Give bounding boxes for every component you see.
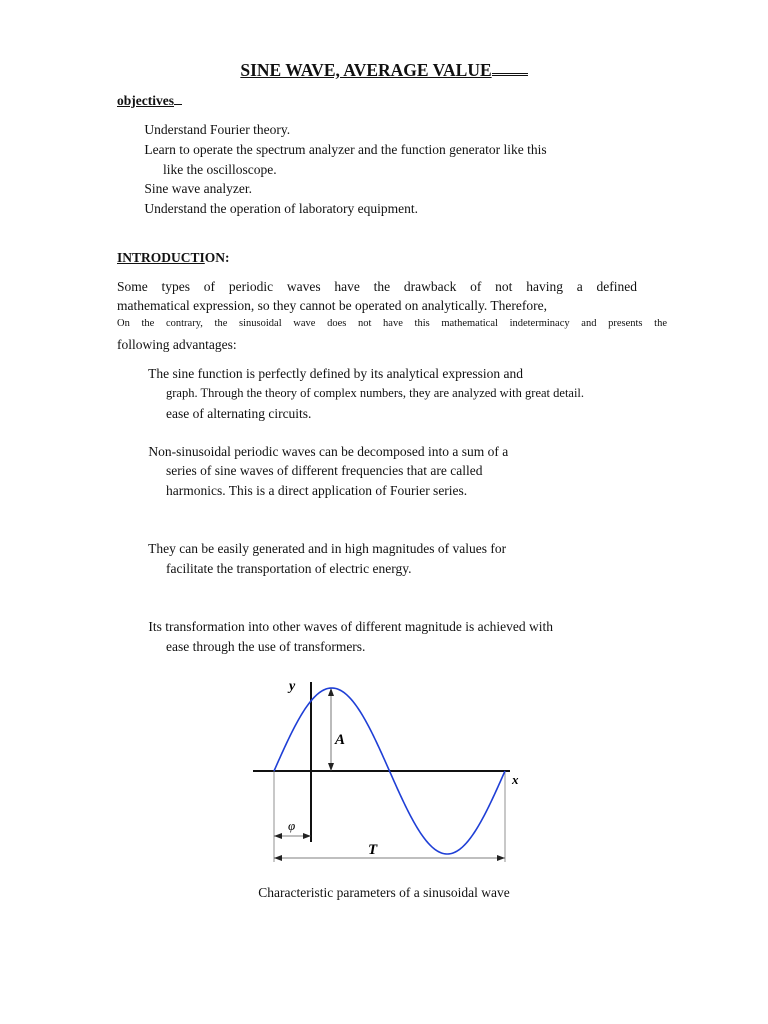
advantage-text: The sine function is perfectly defined by its analytical expression and — [148, 366, 524, 381]
objectives-heading-text: objectives — [117, 93, 174, 108]
advantage-continuation: ease through the use of transformers. — [166, 639, 366, 654]
objective-text: Learn to operate the spectrum analyzer and the function generator like this — [144, 142, 547, 157]
advantage-continuation: facilitate the transportation of electric energy. — [166, 561, 412, 576]
intro-paragraph-line: following advantages: — [117, 337, 237, 352]
period-label: T — [368, 842, 378, 858]
intro-paragraph-line: Some types of periodic waves have the drawback of not having a defined — [117, 279, 637, 294]
advantage-continuation: graph. Through the theory of complex numbers, they are analyzed with great detail. — [166, 386, 585, 400]
figure-caption: Characteristic parameters of a sinusoidal wave — [258, 885, 510, 900]
objective-text: Understand the operation of laboratory equipment. — [144, 201, 419, 216]
intro-paragraph-line: mathematical expression, so they cannot be operated on analytically. Therefore, — [117, 298, 547, 313]
objective-continuation: like the oscilloscope. — [163, 162, 277, 177]
advantage-continuation: harmonics. This is a direct application of Fourier series. — [166, 483, 468, 498]
introduction-heading-underlined: INTRODUCTI — [117, 250, 205, 265]
advantage-text: Its transformation into other waves of different magnitude is achieved with — [148, 619, 554, 634]
intro-paragraph-line: On the contrary, the sinusoidal wave does not have this mathematical indeterminacy and presents the — [117, 318, 667, 329]
advantage-continuation: series of sine waves of different frequencies that are called — [166, 463, 483, 478]
objective-text: Sine wave analyzer. — [144, 181, 252, 196]
page-title-text: SINE WAVE, AVERAGE VALUE — [240, 60, 492, 80]
advantage-continuation: ease of alternating circuits. — [166, 406, 312, 421]
phase-label: φ — [288, 818, 296, 833]
advantage-text: Non-sinusoidal periodic waves can be decomposed into a sum of a — [148, 444, 509, 459]
introduction-heading-rest: ON: — [204, 250, 230, 265]
y-axis-label: y — [289, 679, 296, 694]
amplitude-label: A — [335, 732, 346, 748]
objective-text: Understand Fourier theory. — [144, 122, 291, 137]
advantage-text: They can be easily generated and in high magnitudes of values for — [148, 541, 507, 556]
x-axis-label: x — [512, 772, 519, 787]
